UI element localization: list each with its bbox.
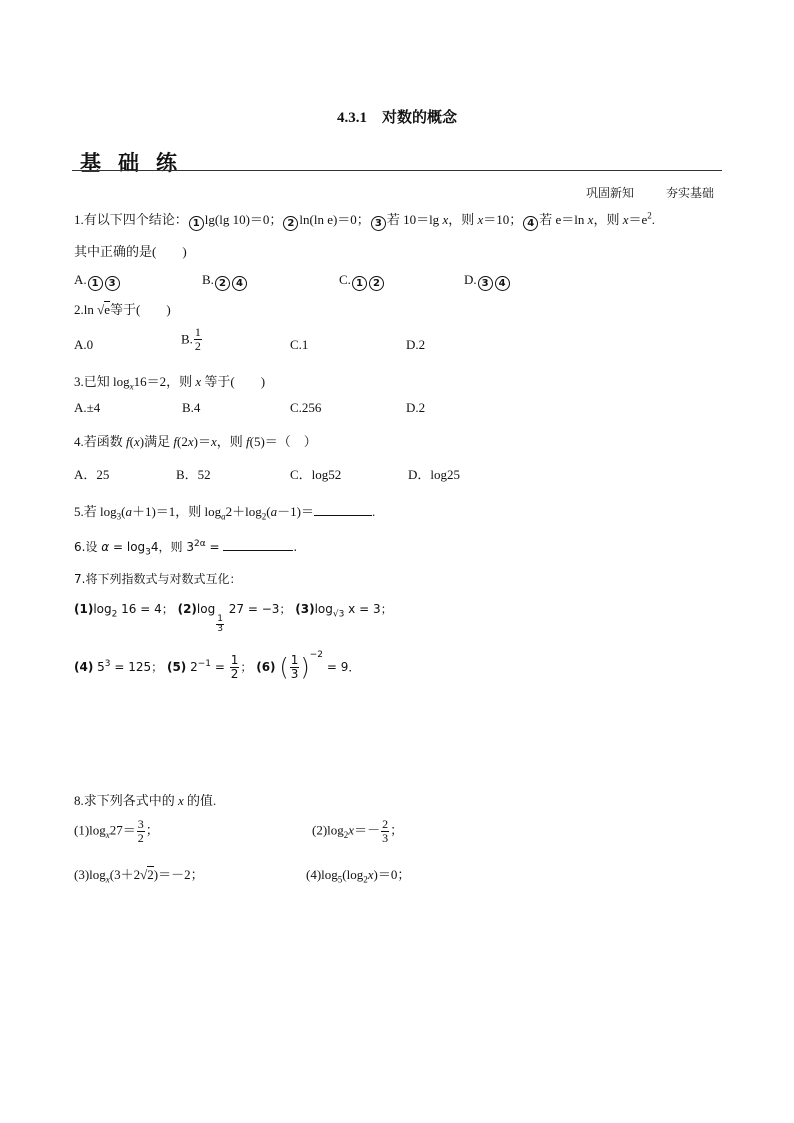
circle-1: 1 — [189, 216, 204, 231]
subheading-2: 夯实基础 — [666, 186, 715, 200]
section-heading: 基础练 — [80, 151, 194, 175]
question-5-stem: 5.若 $\log_3(a+1)=1$，则 $\log_a2+\log_2(a-1)=$ . — [74, 504, 376, 522]
q8-part-4: $(4)\log_5(\log_2x)=0$； — [306, 867, 411, 885]
q4-option-a[interactable]: A．25 — [74, 467, 110, 482]
question-3-stem: 3.已知 $\log_x16=2$，则 x 等于( ) — [74, 374, 266, 392]
q3-option-a[interactable]: A.±4 — [74, 400, 101, 415]
q3-option-c[interactable]: C.256 — [290, 400, 322, 415]
q8-part-1: $(1)\log_x27=$ $\frac{3}{2}$ ； — [74, 817, 159, 845]
section-divider — [72, 170, 722, 171]
question-6-stem: 6.设 $\alpha = \log_34$，则 $3^{2\alpha}$ = . — [74, 539, 298, 558]
question-7-row-1: $(1)\log_2$ 16 = 4； (2)log $\frac{1}{3}$ 27 = −3； $(3)\log_{√3}$ x = 3； — [74, 602, 393, 634]
q2-option-a[interactable]: A.0 — [74, 337, 94, 352]
q1-option-b[interactable]: B. 2 4 — [202, 272, 248, 291]
question-7-row-2: (4) $5^3 = 125$； (5) $2^{-1}$ = $\frac{1}{2}$ ； (6) ( $\frac{1}{3}$ )$^{-2}$ = 9． — [74, 650, 361, 682]
q2-option-b[interactable]: B. $\frac{1}{2}$ — [181, 325, 201, 353]
question-2-stem: 2.ln √e等于( ) — [74, 302, 171, 317]
q3-option-b[interactable]: B.4 — [182, 400, 201, 415]
q8-part-3: $(3)\log_x(3+2√2)=-2$； — [74, 867, 204, 885]
q4-option-d[interactable]: D．log25 — [408, 467, 461, 482]
q4-option-c[interactable]: C．log52 — [290, 467, 342, 482]
q1-option-d[interactable]: D. 3 4 — [464, 272, 511, 291]
q2-option-c[interactable]: C.1 — [290, 337, 309, 352]
circle-2: 2 — [283, 216, 298, 231]
answer-blank-6[interactable] — [223, 550, 293, 551]
circle-4: 4 — [523, 216, 538, 231]
answer-blank-5[interactable] — [314, 515, 372, 516]
q8-part-2: $(2)\log_2x=-$ $\frac{2}{3}$ ； — [312, 817, 404, 845]
q4-option-b[interactable]: B．52 — [176, 467, 211, 482]
circle-3: 3 — [371, 216, 386, 231]
q1-option-a[interactable]: A. 1 3 — [74, 272, 121, 291]
question-1-stem: 1.有以下四个结论： 1 lg(lg 10)＝0； 2 ln(ln e)＝0； 3 若 10＝lg x，则 x＝10； 4 若 e＝ln x，则 $x=e^2$. — [74, 210, 656, 229]
q3-option-d[interactable]: D.2 — [406, 400, 426, 415]
question-8-stem: 8.求下列各式中的 x 的值. — [74, 793, 217, 808]
question-1-line2: 其中正确的是( ) — [74, 244, 187, 259]
q1-option-c[interactable]: C. 1 2 — [339, 272, 385, 291]
page-title: 4.3.1 对数的概念 — [336, 110, 457, 126]
question-4-stem: 4.若函数 f(x)满足 f(2x)＝x，则 f(5)＝（ ） — [74, 434, 317, 449]
question-7-stem: 7.将下列指数式与对数式互化： — [74, 572, 242, 586]
subheading-1: 巩固新知 — [586, 186, 635, 200]
q2-option-d[interactable]: D.2 — [406, 337, 426, 352]
